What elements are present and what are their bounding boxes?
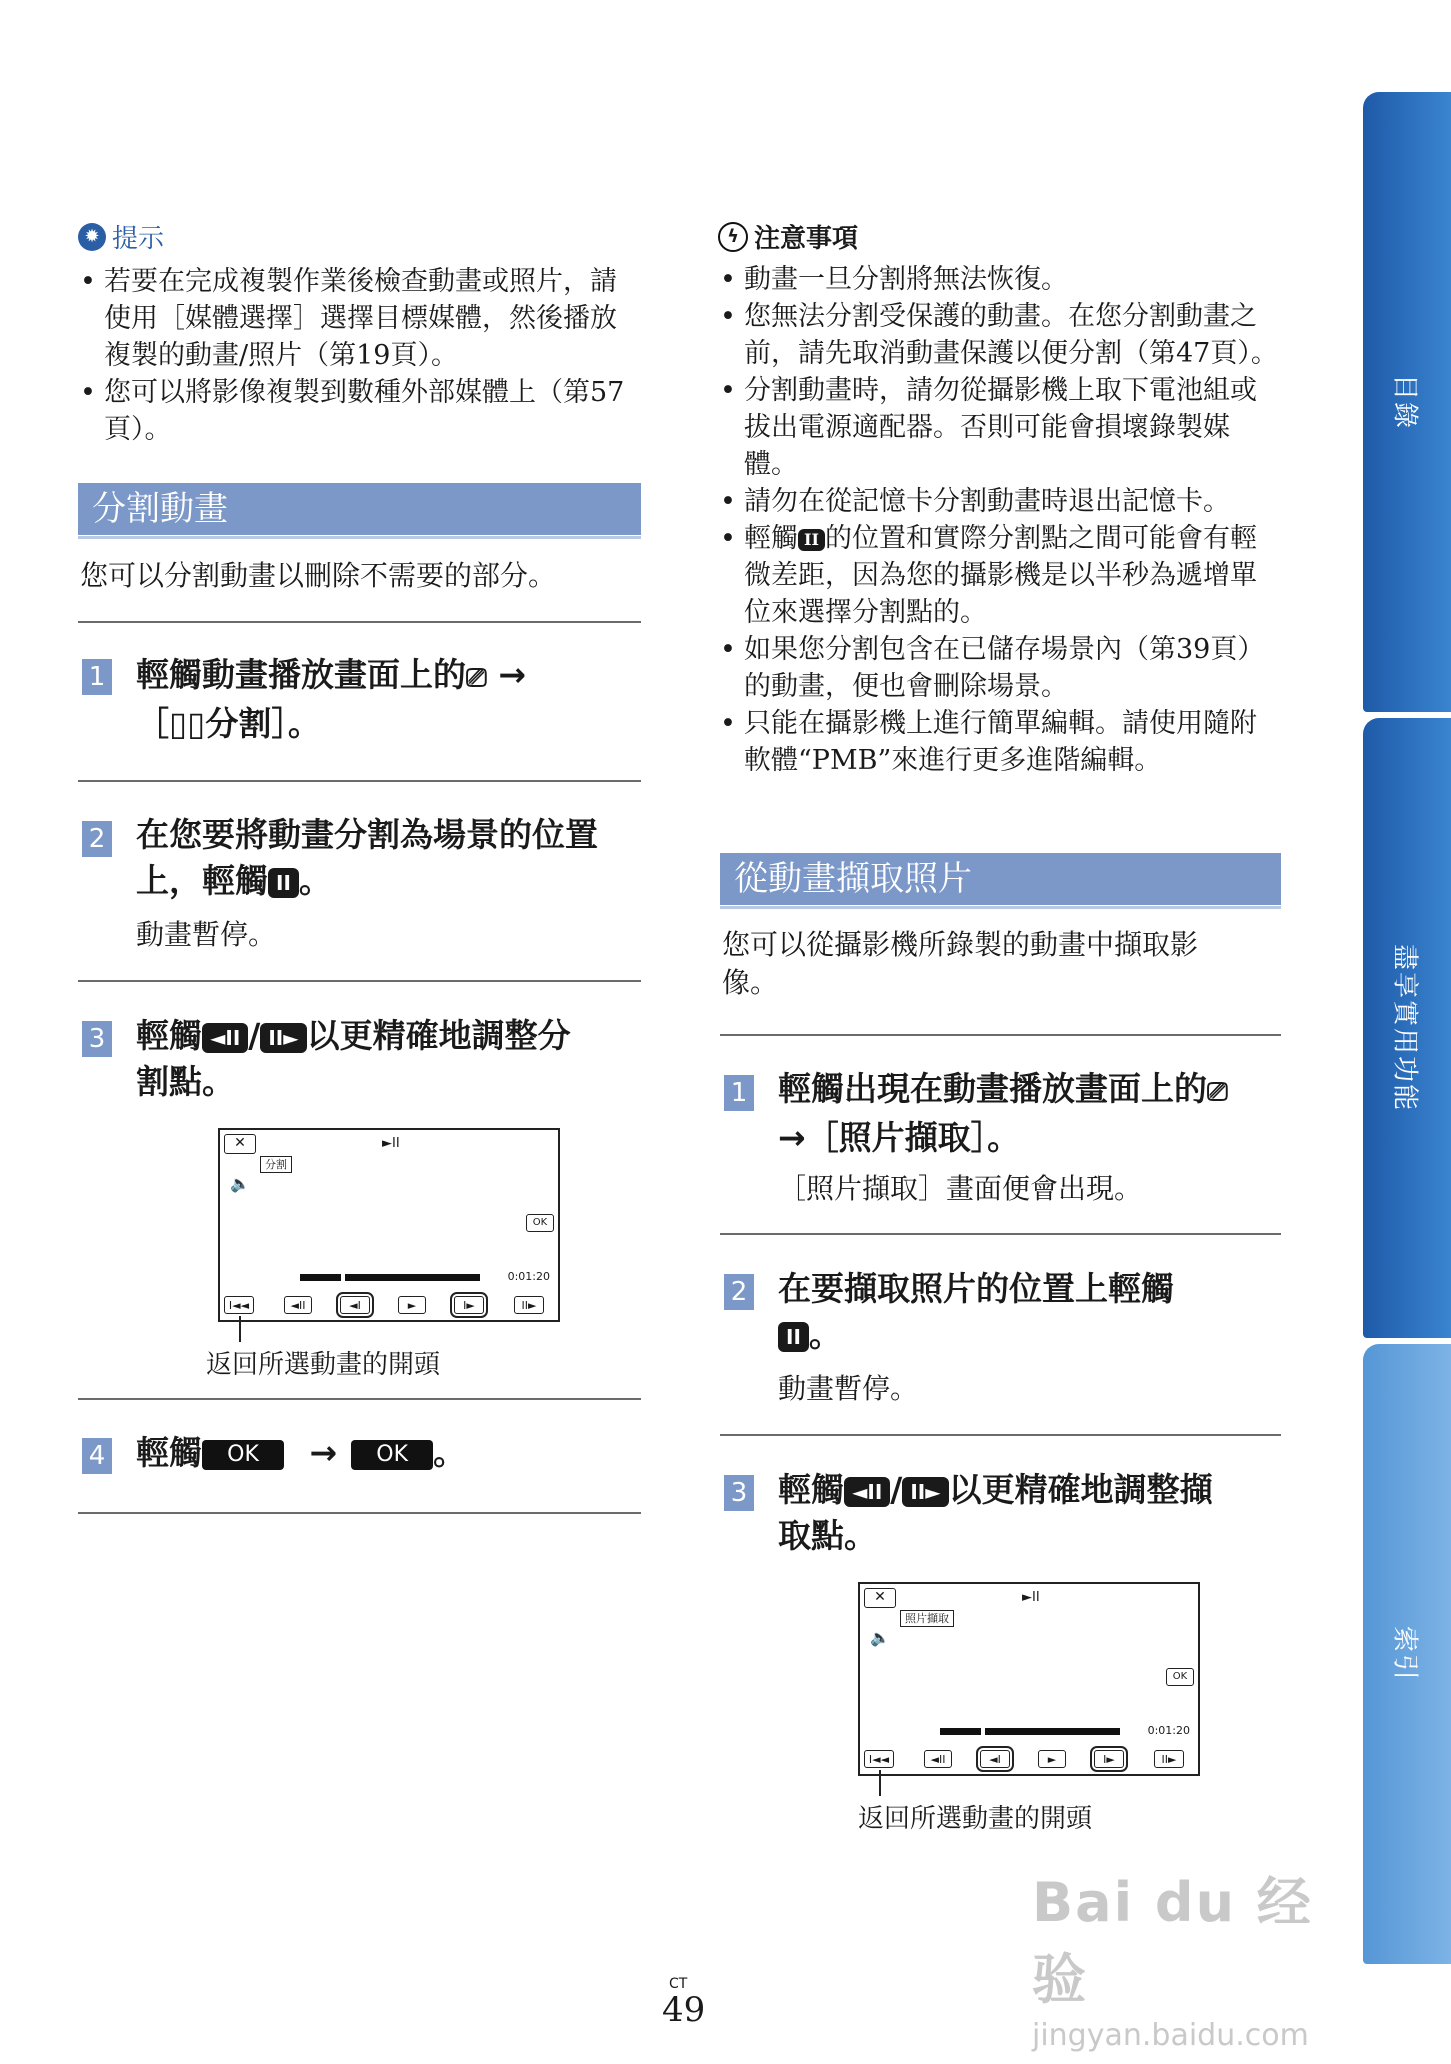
- caution-item: • 請勿在從記憶卡分割動畫時退出記憶卡。: [718, 483, 1283, 520]
- step-text: [778, 1066, 1283, 1161]
- frame-step-back-button[interactable]: ◄I: [980, 1750, 1010, 1768]
- divider: [78, 980, 641, 982]
- pause-button-icon[interactable]: II: [778, 1322, 809, 1352]
- edit-menu-icon[interactable]: ⎚: [1207, 1077, 1228, 1107]
- progress-bar: [300, 1274, 480, 1281]
- go-to-start-button[interactable]: I◄◄: [864, 1750, 894, 1768]
- progress-bar: [940, 1728, 1120, 1735]
- caution-list: [718, 261, 1283, 779]
- time-readout: 0:01:20: [1147, 1724, 1190, 1737]
- step-number: 2: [82, 821, 112, 857]
- tab-contents[interactable]: [1363, 92, 1451, 712]
- hint-title: 提示: [112, 224, 165, 254]
- step-line: 以更精確地調整擷: [948, 1470, 1213, 1509]
- step-line: 輕觸: [778, 1470, 844, 1509]
- step-sub: 動畫暫停。: [778, 1372, 919, 1405]
- speaker-icon: 🔈: [230, 1174, 250, 1193]
- step-number: 3: [724, 1475, 754, 1511]
- film-icon: ▯▯: [169, 704, 206, 743]
- step-line: 在您要將動畫分割為場景的位置: [136, 815, 598, 854]
- mode-label: 分割: [260, 1156, 292, 1173]
- caution-item: • 只能在攝影機上進行簡單編輯。請使用隨附軟體“PMB”來進行更多進階編輯。: [718, 705, 1283, 779]
- caution-heading: [718, 218, 1283, 255]
- step-text: [136, 812, 641, 904]
- section-title-text: 分割動畫: [92, 489, 228, 529]
- ok-button[interactable]: OK: [1166, 1668, 1194, 1686]
- frame-step-forward-button[interactable]: I►: [1094, 1750, 1124, 1768]
- step-line: 輕觸出現在動畫播放畫面上的: [778, 1069, 1207, 1108]
- tab-index-label: 索引: [1389, 1625, 1420, 1683]
- hint-item: • 您可以將影像複製到數種外部媒體上（第57頁）。: [78, 374, 643, 448]
- caution-title: 注意事項: [754, 224, 859, 254]
- callout-line: [239, 1316, 241, 1342]
- step-number: 4: [82, 1438, 112, 1474]
- step-line: →［照片擷取］。: [778, 1118, 1021, 1157]
- frame-back-button-icon[interactable]: ◄II: [844, 1477, 890, 1507]
- step-sub: 動畫暫停。: [136, 918, 277, 951]
- step-text: [136, 1430, 641, 1476]
- divider: [78, 1512, 641, 1514]
- frame-forward-button[interactable]: II►: [1154, 1750, 1184, 1768]
- step-number: 1: [724, 1075, 754, 1111]
- caution-box: [718, 218, 1283, 779]
- section-title-text: 從動畫擷取照片: [734, 859, 972, 899]
- step-text: [136, 652, 636, 747]
- step-line: ［: [136, 704, 169, 743]
- step-line: 輕觸: [136, 1016, 202, 1055]
- tab-index[interactable]: [1363, 1344, 1451, 1964]
- hint-box: [78, 218, 643, 448]
- ok-button-icon[interactable]: OK: [351, 1440, 433, 1470]
- arrow-icon: →: [498, 655, 526, 694]
- mode-label: 照片擷取: [900, 1610, 954, 1627]
- frame-back-button[interactable]: ◄II: [924, 1750, 952, 1768]
- step-number: 1: [82, 659, 112, 695]
- divider: [78, 780, 641, 782]
- step-line: 。: [298, 861, 332, 900]
- play-pause-icon: ►II: [382, 1136, 400, 1151]
- step-line: 割點。: [136, 1062, 235, 1101]
- step-line: /: [890, 1470, 903, 1509]
- frame-step-back-button[interactable]: ◄I: [340, 1296, 370, 1314]
- frame-forward-button-icon[interactable]: II►: [902, 1477, 948, 1507]
- page-lang: CT: [669, 1976, 688, 1992]
- section-title-capture: [720, 853, 1281, 905]
- step-line: 。: [808, 1315, 842, 1354]
- step-line: /: [248, 1016, 261, 1055]
- time-readout: 0:01:20: [507, 1270, 550, 1283]
- step-number: 3: [82, 1021, 112, 1057]
- lightbulb-icon: ✹: [78, 223, 106, 251]
- pause-button-icon[interactable]: II: [268, 868, 299, 898]
- play-pause-icon: ►II: [1022, 1590, 1040, 1605]
- caution-item-prefix: 輕觸: [744, 523, 798, 554]
- frame-forward-button[interactable]: II►: [514, 1296, 544, 1314]
- pause-button-icon: II: [798, 529, 825, 551]
- caution-item: [718, 520, 1283, 631]
- frame-back-button[interactable]: ◄II: [284, 1296, 312, 1314]
- play-button[interactable]: ►: [1038, 1750, 1066, 1768]
- step-line: 在要擷取照片的位置上輕觸: [778, 1269, 1174, 1308]
- step-text: [778, 1467, 1283, 1559]
- step-line: 輕觸: [136, 1433, 202, 1472]
- hint-heading: [78, 218, 643, 255]
- divider: [78, 1398, 641, 1400]
- arrow-icon: →: [309, 1433, 338, 1472]
- step-sub: ［照片擷取］畫面便會出現。: [778, 1172, 1143, 1205]
- hint-list: [78, 263, 643, 448]
- step-text: [778, 1266, 1283, 1358]
- close-icon[interactable]: ✕: [224, 1134, 256, 1154]
- caution-item: • 如果您分割包含在已儲存場景內（第39頁）的動畫，便也會刪除場景。: [718, 631, 1283, 705]
- figure-caption: 返回所選動畫的開頭: [858, 1804, 1093, 1834]
- progress-marker: [341, 1273, 345, 1282]
- go-to-start-button[interactable]: I◄◄: [224, 1296, 254, 1314]
- divider: [78, 621, 641, 623]
- frame-back-button-icon[interactable]: ◄II: [202, 1023, 248, 1053]
- progress-marker: [981, 1727, 985, 1736]
- step-line: 取點。: [778, 1516, 877, 1555]
- play-button[interactable]: ►: [398, 1296, 426, 1314]
- tab-features[interactable]: [1363, 718, 1451, 1338]
- page-number: 49: [662, 1990, 706, 2030]
- step-line: 上，輕觸: [136, 861, 268, 900]
- caution-item-text: 的位置和實際分割點之間可能會有輕微差距，因為您的攝影機是以半秒為遞增單位來選擇分割點的。: [744, 523, 1257, 628]
- tab-features-label: 盡享實用功能: [1389, 943, 1420, 1113]
- watermark-url: jingyan.baidu.com: [1032, 2018, 1309, 2053]
- step-text: [136, 1013, 641, 1105]
- caution-item: • 分割動畫時，請勿從攝影機上取下電池組或拔出電源適配器。否則可能會損壞錄製媒體。: [718, 372, 1283, 483]
- step-line: 以更精確地調整分: [306, 1016, 571, 1055]
- figure-caption: 返回所選動畫的開頭: [206, 1350, 441, 1380]
- step-line: 輕觸動畫播放畫面上的: [136, 655, 466, 694]
- close-icon[interactable]: ✕: [864, 1588, 896, 1608]
- divider: [720, 1233, 1281, 1235]
- baidu-watermark: [1032, 1860, 1362, 2053]
- camera-screen-illustration: [858, 1582, 1200, 1776]
- section-intro: 您可以分割動畫以刪除不需要的部分。: [80, 559, 557, 592]
- frame-step-forward-button[interactable]: I►: [454, 1296, 484, 1314]
- step-line: 分割］。: [205, 704, 321, 743]
- watermark-brand: Bai du 经验: [1032, 1871, 1313, 2011]
- caution-icon: ϟ: [718, 222, 748, 252]
- callout-line: [879, 1770, 881, 1796]
- tab-contents-label: 目錄: [1389, 373, 1420, 431]
- ok-button[interactable]: OK: [526, 1214, 554, 1232]
- speaker-icon: 🔈: [870, 1628, 890, 1647]
- divider: [720, 1434, 1281, 1436]
- section-title-divide: [78, 483, 641, 535]
- edit-menu-icon[interactable]: ⎚: [466, 663, 487, 693]
- divider: [720, 1034, 1281, 1036]
- section-intro: 您可以從攝影機所錄製的動畫中擷取影像。: [722, 928, 1199, 999]
- frame-forward-button-icon[interactable]: II►: [260, 1023, 306, 1053]
- step-line: 。: [433, 1433, 467, 1472]
- hint-item: • 若要在完成複製作業後檢查動畫或照片，請使用［媒體選擇］選擇目標媒體，然後播放複製的動畫/照片（第19頁）。: [78, 263, 643, 374]
- ok-button-icon[interactable]: OK: [202, 1440, 284, 1470]
- camera-screen-illustration: [218, 1128, 560, 1322]
- caution-item: • 您無法分割受保護的動畫。在您分割動畫之前，請先取消動畫保護以便分割（第47頁）。: [718, 298, 1283, 372]
- step-number: 2: [724, 1274, 754, 1310]
- caution-item: • 動畫一旦分割將無法恢復。: [718, 261, 1283, 298]
